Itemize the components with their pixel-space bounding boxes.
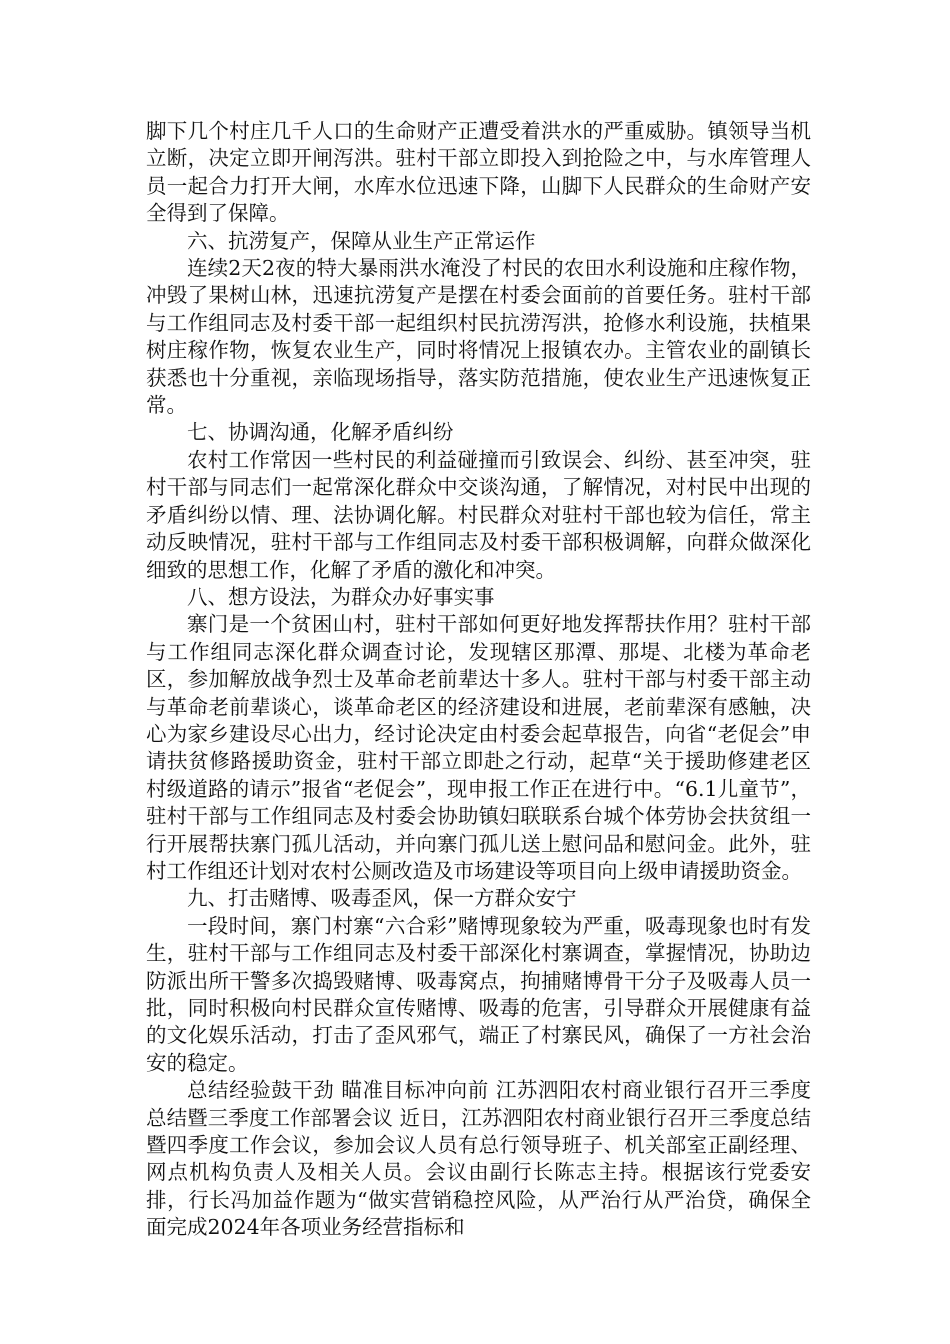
section-heading-9: 九、打击赌博、吸毒歪风，保一方群众安宁: [187, 886, 577, 911]
paragraph-good-deeds: 寨门是一个贫困山村，驻村干部如何更好地发挥帮扶作用？驻村干部与工作组同志深化群众调查讨论，发现辖区那潭、那堤、北楼为革命老区，参加解放战争烈士及革命老前辈达十多人。驻村干部与村委干部主动与革命老前辈谈心，谈革命老区的经济建设和进展，老前辈深有感触，决心为家乡建设尽心出力，经讨论决定由村委会起草报告，向省“老促会”申请扶贫修路援助资金，驻村干部立即赴之行动，起草“关于援助修建老区村级道路的请示”报省“老促会”，现申报工作正在进行中。“6.1儿童节”，驻村干部与工作组同志及村委会协助镇妇联联系台城个体劳协会扶贫组一行开展帮扶寨门孤儿活动，并向寨门孤儿送上慰问品和慰问金。此外，驻村工作组还计划对农村公厕改造及市场建设等项目向上级申请援助资金。: [146, 612, 811, 883]
paragraph-flood-release: 脚下几个村庄几千人口的生命财产正遭受着洪水的严重威胁。镇领导当机立断，决定立即开闸泻洪。驻村干部立即投入到抢险之中，与水库管理人员一起合力打开大闸，水库水位迅速下降，山脚下人民群众的生命财产安全得到了保障。: [146, 119, 811, 226]
section-heading-6: 六、抗涝复产，保障从业生产正常运作: [187, 228, 536, 253]
paragraph-disputes: 农村工作常因一些村民的利益碰撞而引致误会、纠纷、甚至冲突，驻村干部与同志们一起常深化群众中交谈沟通，了解情况，对村民中出现的矛盾纠纷以情、理、法协调化解。村民群众对驻村干部也较为信任，常主动反映情况，驻村干部与工作组同志及村委干部积极调解，向群众做深化细致的思想工作，化解了矛盾的激化和冲突。: [146, 447, 811, 582]
section-heading-8: 八、想方设法，为群众办好事实事: [187, 584, 495, 609]
paragraph-bank-meeting: 总结经验鼓干劲 瞄准目标冲向前 江苏泗阳农村商业银行召开三季度总结暨三季度工作部署会议 近日，江苏泗阳农村商业银行召开三季度总结暨四季度工作会议，参加会议人员有总行领导班子、机关部室正副经理、网点机构负责人及相关人员。会议由副行长陈志主持。根据该行党委安排，行长冯加益作题为“做实营销稳控风险，从严治行从严治贷，确保全面完成2024年各项业务经营指标和: [146, 1078, 811, 1240]
document-body: [146, 118, 811, 1242]
paragraph-anti-gambling: 一段时间，寨门村寨“六合彩”赌博现象较为严重，吸毒现象也时有发生，驻村干部与工作组同志及村委干部深化村寨调查，掌握情况，协助边防派出所干警多次捣毁赌博、吸毒窝点，拘捕赌博骨干分子及吸毒人员一批，同时积极向村民群众宣传赌博、吸毒的危害，引导群众开展健康有益的文化娱乐活动，打击了歪风邪气，端正了村寨民风，确保了一方社会治安的稳定。: [146, 913, 811, 1075]
section-heading-7: 七、协调沟通，化解矛盾纠纷: [187, 420, 454, 445]
paragraph-recovery: 连续2天2夜的特大暴雨洪水淹没了村民的农田水利设施和庄稼作物，冲毁了果树山林，迅速抗涝复产是摆在村委会面前的首要任务。驻村干部与工作组同志及村委干部一起组织村民抗涝泻洪，抢修水利设施，扶植果树庄稼作物，恢复农业生产，同时将情况上报镇农办。主管农业的副镇长获悉也十分重视，亲临现场指导，落实防范措施，使农业生产迅速恢复正常。: [146, 256, 811, 418]
